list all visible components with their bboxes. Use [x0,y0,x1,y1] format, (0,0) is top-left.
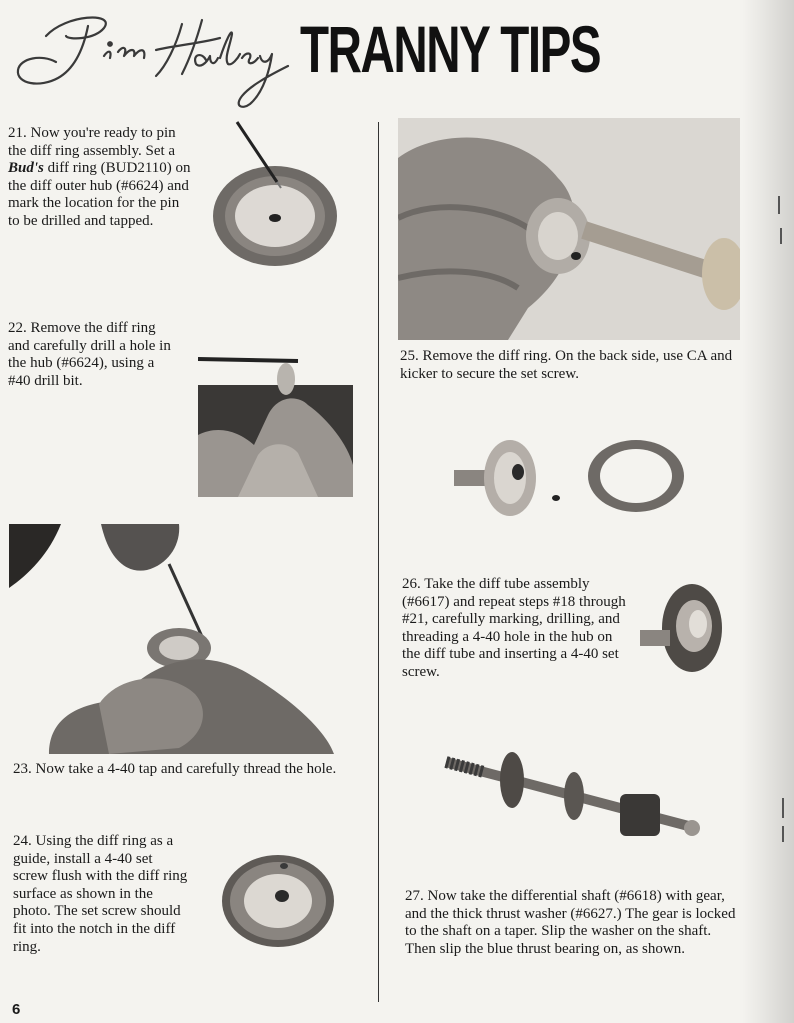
step-22-body: Remove the diff ring and carefully drill a hole in the hub (#6624), using a #40 drill bit. [8,320,171,389]
step-23-number: 23. [13,761,32,777]
step-21-intro: Now you're ready to pin the diff ring assembly. Set a [8,125,176,159]
margin-mark [782,798,784,818]
step-24-number: 24. [13,833,32,849]
step-21-text [8,125,193,231]
step-25-parts-photo [448,432,686,522]
page-title: TRANNY TIPS [300,12,601,86]
step-23-photo [9,524,334,754]
step-22-photo [198,345,353,497]
step-25-text [400,348,745,383]
step-21-body: diff ring (BUD2110) on the diff outer hub (#6624) and mark the location for the pin to be drilled and tapped. [8,160,191,229]
step-26-shaft-photo [440,748,705,844]
step-24-photo [218,850,340,952]
step-26-number: 26. [402,576,421,592]
step-25-photo [398,118,740,340]
step-21-number: 21. [8,125,27,141]
step-23-text [13,761,368,779]
step-27-body: Now take the differential shaft (#6618) with gear, and the thick thrust washer (#6627.) The gear is locked to the shaft on a taper. Slip the washer on the shaft. Then slip the blue thrust bearing on, as shown. [405,888,736,957]
step-25-body: Remove the diff ring. On the back side, use CA and kicker to secure the set screw. [400,348,733,382]
page-edge-shadow [742,0,794,1023]
signature-script-image [6,6,298,116]
page-number: 6 [12,1001,21,1018]
step-27-number: 27. [405,888,424,904]
step-24-text [13,833,191,956]
step-27-text [405,888,745,958]
margin-mark [782,826,784,842]
step-25-number: 25. [400,348,419,364]
step-21-photo [205,118,350,270]
margin-mark [780,228,782,244]
step-23-body: Now take a 4-40 tap and carefully thread the hole. [35,761,337,777]
step-21-brand: Bud's [8,160,44,177]
step-26-text [402,576,627,682]
column-divider [378,122,379,1002]
step-26-body: Take the diff tube assembly (#6617) and repeat steps #18 through #21, carefully marking, drilling, and threading a 4-40 hole in the hub on the diff tube and inserting a 4-40 set screw. [402,576,626,680]
signature [6,6,298,116]
step-26-photo [638,580,728,676]
margin-mark [778,196,780,214]
step-24-body: Using the diff ring as a guide, install a 4-40 set screw flush with the diff ring surface as shown in the photo. The set screw should fit into the notch in the diff ring. [13,833,188,955]
step-22-text [8,320,176,390]
step-22-number: 22. [8,320,27,336]
